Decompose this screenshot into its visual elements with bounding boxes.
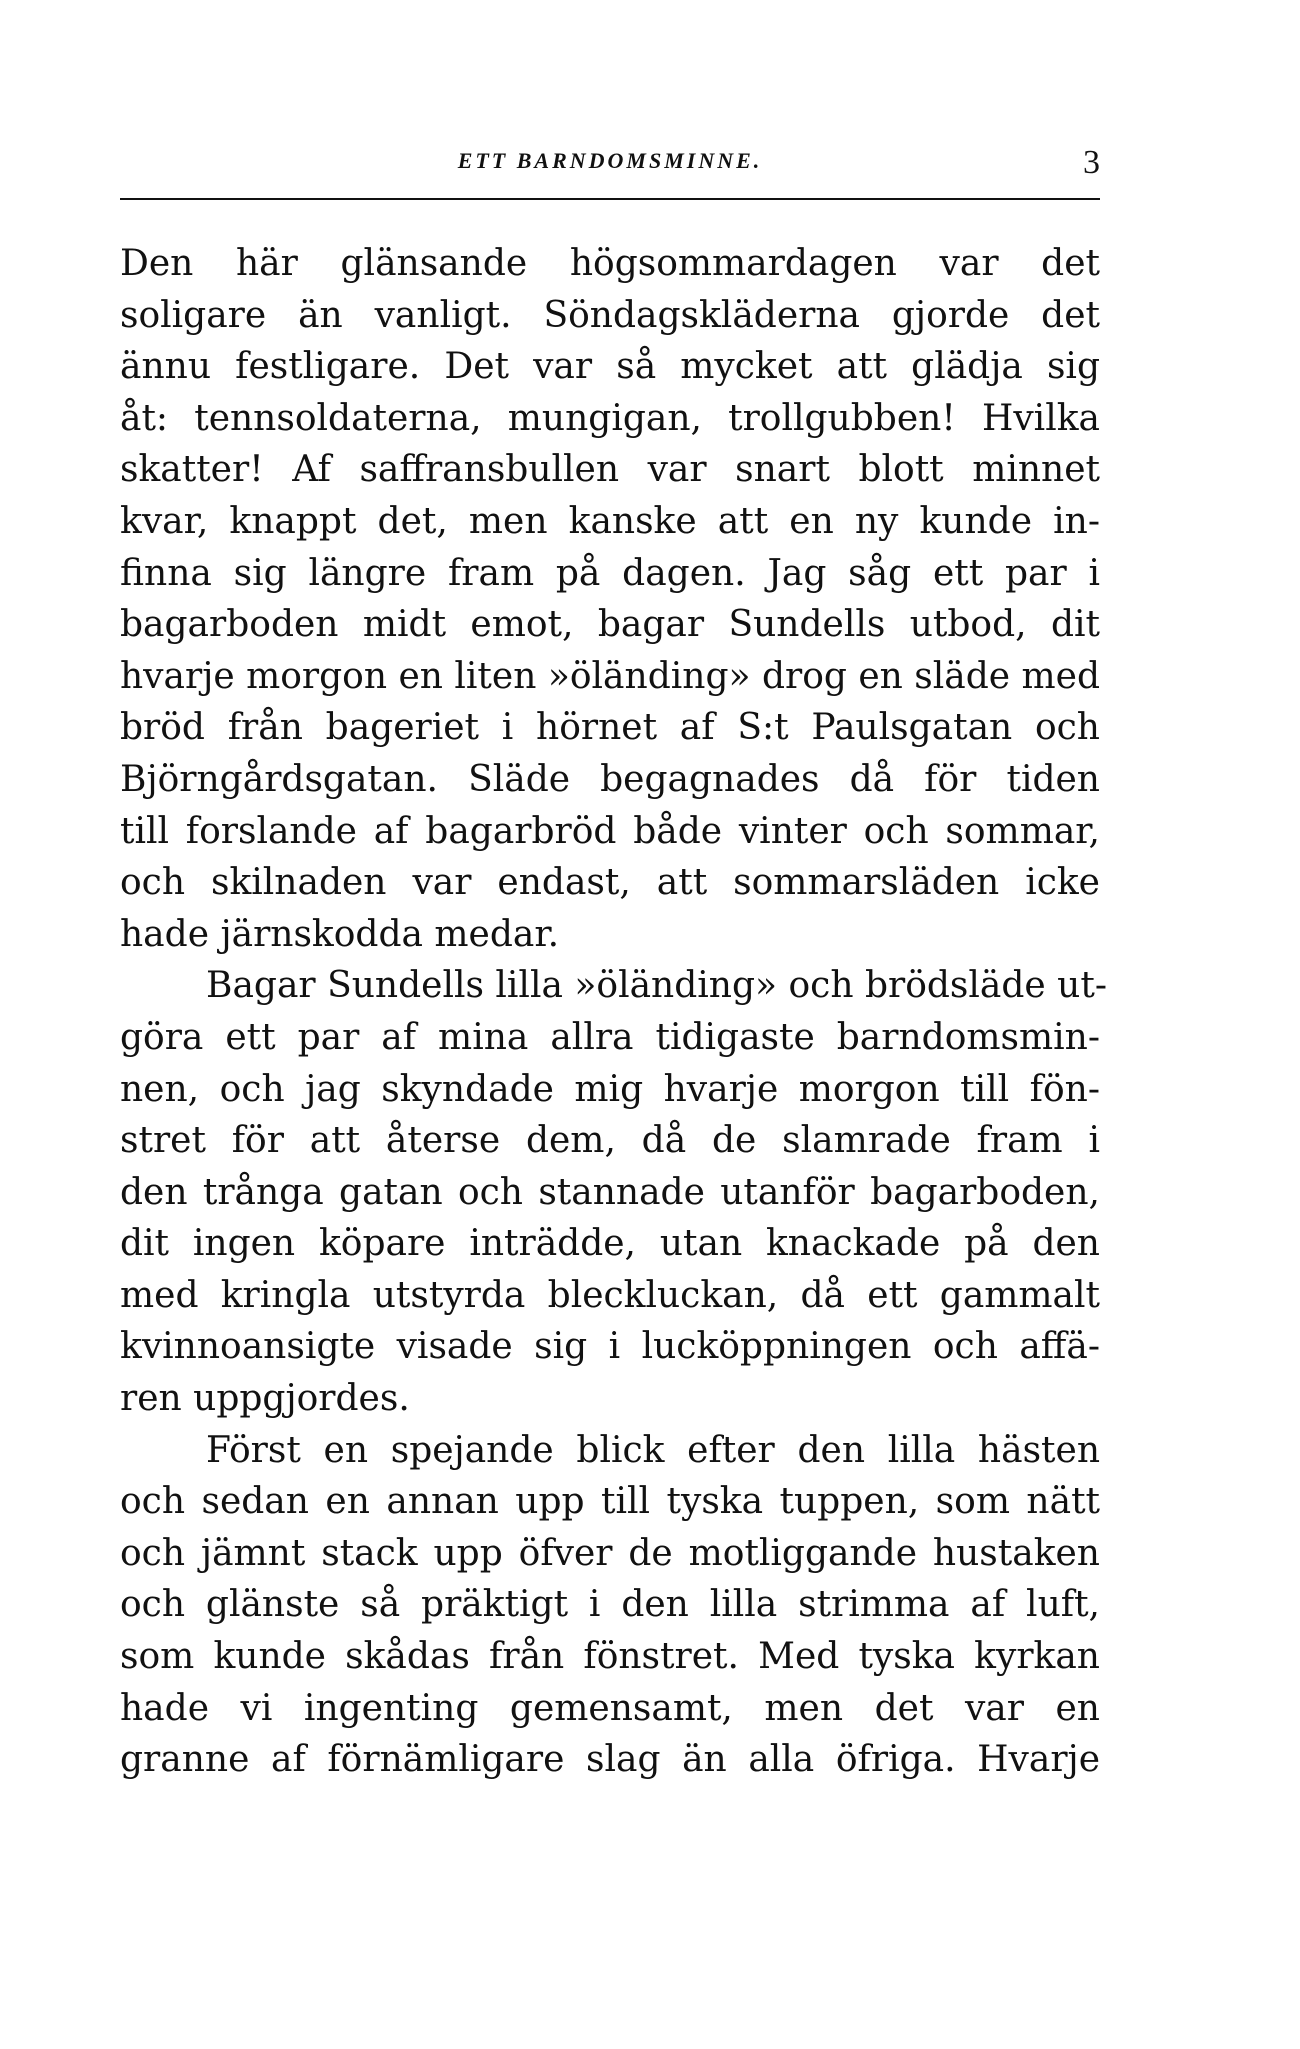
- text-line: hade vi ingenting gemensamt, men det var en: [120, 1687, 1100, 1729]
- text-line: Björngårdsgatan. Släde begagnades då för tiden: [120, 758, 1100, 800]
- text-line: ren uppgjordes.: [120, 1378, 410, 1420]
- text-line: stret för att återse dem, då de slamrade fram i: [120, 1120, 1100, 1162]
- body-text: [120, 238, 1107, 1786]
- text-line: hvarje morgon en liten »öländing» drog en släde med: [120, 655, 1101, 697]
- text-line: finna sig längre fram på dagen. Jag såg ett par i: [120, 552, 1100, 594]
- text-line: Den här glänsande högsommardagen var det: [120, 243, 1100, 284]
- text-line: med kringla utstyrda bleckluckan, då ett gammalt: [120, 1274, 1100, 1316]
- text-line: kvar, knappt det, men kanske att en ny kunde in-: [120, 500, 1100, 542]
- text-line: Först en spejande blick efter den lilla hästen: [206, 1429, 1100, 1471]
- text-line: soligare än vanligt. Söndagskläderna gjorde det: [120, 294, 1100, 336]
- paragraph: [120, 960, 1107, 1424]
- paragraph: [120, 1425, 1100, 1786]
- text-line: och sedan en annan upp till tyska tuppen, som nätt: [120, 1481, 1100, 1523]
- text-line: göra ett par af mina allra tidigaste barndomsmin-: [120, 1016, 1100, 1058]
- text-line: som kunde skådas från fönstret. Med tyska kyrkan: [120, 1636, 1100, 1678]
- text-line: och jämnt stack upp öfver de motliggande hustaken: [120, 1532, 1100, 1574]
- text-line: och glänste så präktigt i den lilla strimma af luft,: [120, 1584, 1100, 1626]
- paragraph: [120, 238, 1100, 960]
- text-line: granne af förnämligare slag än alla öfriga. Hvarje: [120, 1739, 1100, 1781]
- running-title: ETT BARNDOMSMINNE.: [457, 148, 763, 173]
- text-line: till forslande af bagarbröd både vinter och sommar,: [120, 810, 1100, 852]
- running-header: [120, 144, 1100, 198]
- text-line: nen, och jag skyndade mig hvarje morgon till fön-: [120, 1068, 1100, 1110]
- text-line: bröd från bageriet i hörnet af S:t Paulsgatan och: [120, 707, 1100, 749]
- page-number: 3: [1083, 144, 1100, 181]
- text-line: och skilnaden var endast, att sommarsläden icke: [120, 862, 1100, 904]
- text-line: den trånga gatan och stannade utanför bagarboden,: [120, 1171, 1100, 1213]
- text-line: åt: tennsoldaterna, mungigan, trollgubben! Hvilka: [120, 397, 1100, 439]
- text-line: Bagar Sundells lilla »öländing» och brödsläde ut-: [206, 965, 1107, 1007]
- text-line: bagarboden midt emot, bagar Sundells utbod, dit: [120, 604, 1100, 646]
- text-line: skatter! Af saffransbullen var snart blott minnet: [120, 449, 1100, 491]
- text-line: kvinnoansigte visade sig i lucköppningen och affä-: [120, 1326, 1100, 1368]
- book-page: [120, 0, 1107, 2049]
- text-line: ännu festligare. Det var så mycket att glädja sig: [120, 346, 1100, 388]
- text-line: dit ingen köpare inträdde, utan knackade på den: [120, 1223, 1100, 1265]
- text-line: hade järnskodda medar.: [120, 913, 560, 955]
- header-rule: [120, 198, 1100, 200]
